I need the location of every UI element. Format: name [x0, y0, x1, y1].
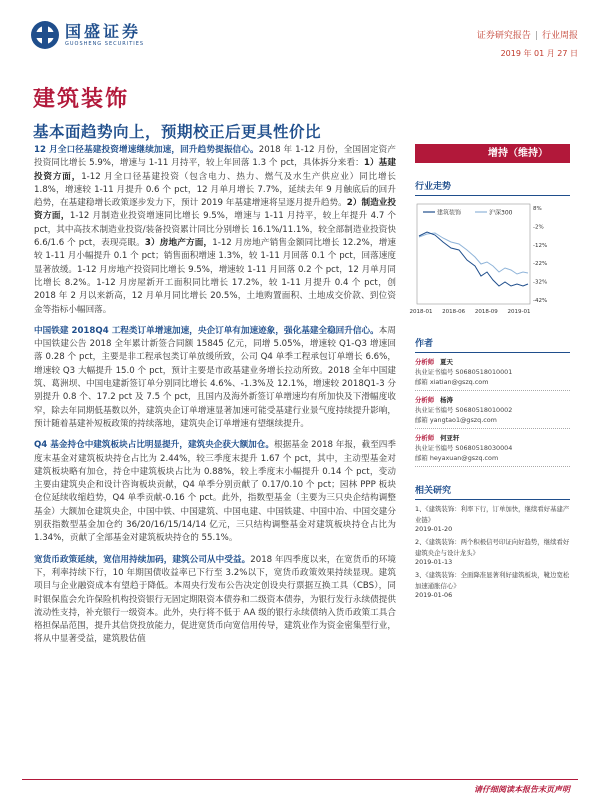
- paragraph-fund: [34, 439, 396, 545]
- x-tick-label: 2018-09: [474, 309, 498, 315]
- y-tick-label: -12%: [533, 242, 548, 249]
- email-label: 邮箱: [415, 378, 428, 386]
- paragraph-text: 1-12 月房地产销售金额同比增长 12.2%，增速较 1-11 月小幅提升 0.1 个 pct；销售面积增速 1.3%，较 1-11 月回落 0.1 个 pct，回落速度显著放缓。1-12 月房地产投资同比增长 9.5%，增速较 1-11 月回落 0.2 个 pct，12 月单月同比增长 8.2%。1-12 月房屋新开工面积同比增长 17.2%，较 1-11 月提升 0.4 个 pct，创 2018 年 2 月以来新高，12 月单月同比增长 20.5%，土地购置面积、土地成交价款、到位资金等指标小幅回落。: [34, 238, 396, 315]
- analyst-name: 夏天: [440, 358, 453, 366]
- sidebar: [409, 144, 570, 603]
- chart-legend: [423, 209, 513, 217]
- analyst-name: 何亚轩: [440, 434, 460, 442]
- analyst-role: 分析师: [415, 358, 435, 366]
- authors-section-title: 作者: [415, 336, 570, 353]
- analyst-card: [415, 391, 570, 429]
- paragraph-bold: 2）制造业投资方面，: [34, 198, 396, 222]
- y-tick-label: -32%: [533, 279, 548, 286]
- trend-chart-svg: [409, 202, 570, 320]
- paragraph-monetary: [34, 554, 396, 647]
- analyst-role: 分析师: [415, 434, 435, 442]
- paragraph-text: 1-12 月制造业投资增速同比增长 9.5%，增速与 1-11 月持平，较上年提升 4.7 个 pct，其中高技术制造业投资/装备投资累计同比分别增长 16.1%/11.1%，较全部制造业投资快 6.6/1.6 个 pct，表现亮眼。: [34, 211, 396, 249]
- related-report-link[interactable]: 2、《建筑装饰：两个积极信号印证向好趋势，继续看好建筑央企与设计龙头》: [415, 538, 570, 557]
- analyst-email-link[interactable]: xiatian@gszq.com: [429, 378, 489, 386]
- paragraph-bold: 1）基建投资方面，: [34, 158, 396, 182]
- series-line-construction: [419, 232, 528, 286]
- trend-section-title: 行业走势: [415, 179, 570, 196]
- company-logo: [30, 20, 144, 50]
- chart-frame: [417, 204, 530, 304]
- cert-label: 执业证书编号: [415, 406, 454, 414]
- footer-disclaimer: 请仔细阅读本报告末页声明: [474, 785, 570, 794]
- paragraph-text: 根据基金 2018 年报，截至四季度末基金对建筑板块持仓占比为 2.44%，较三季度末提升 1.67 个 pct，其中，主动型基金对建筑板块略有加仓，持仓中建筑板块占比为 0.88%，较上季度末小幅提升 0.14 个 pct，变动主要由建筑央企和设计咨询板块贡献，Q4 单季分别贡献了 0.17/0.10 个 pct；园林 PPP 板块仓位延续收缩趋势，Q4 单季贡献-0.16 个 pct。此外，指数型基金（主要为三只央企结构调整基金）大额加仓建筑央企，中国中铁、中国建筑、中国电建、中国铁建、中国中冶、中国交建分别获指数型基金加仓约 36/20/16/15/14/14 亿元，三只结构调整基金对建筑板块持仓占比为 1.34%，贡献了全部基金对建筑板块持仓的 55.1%。: [34, 440, 396, 544]
- related-report-link[interactable]: 3、《建筑装饰：全面降准显著利好建筑板块，靴边宽松加速通胀信心》: [415, 571, 570, 590]
- page-footer: [0, 776, 600, 800]
- related-report-link[interactable]: 1、《建筑装饰：利率下行，订单加快，继续看好基建产业链》: [415, 505, 570, 524]
- cert-label: 执业证书编号: [415, 444, 454, 452]
- cert-label: 执业证书编号: [415, 368, 454, 376]
- industry-title: 建筑装饰: [33, 86, 130, 112]
- related-report-date: 2019-01-13: [415, 558, 453, 566]
- related-report-date: 2019-01-20: [415, 525, 453, 533]
- related-section-title: 相关研究: [415, 483, 570, 500]
- y-tick-label: -42%: [533, 298, 548, 304]
- analyst-email-link[interactable]: heyaxuan@gszq.com: [429, 454, 499, 462]
- paragraph-lead: Q4 基金持仓中建筑板块占比明显提升，建筑央企获大额加仓。: [34, 440, 274, 451]
- analyst-role: 分析师: [415, 396, 435, 404]
- email-label: 邮箱: [415, 416, 428, 424]
- x-tick-label: 2019-01: [507, 309, 531, 315]
- trend-chart: [409, 202, 570, 320]
- cert-number: S0680518010002: [455, 406, 513, 414]
- x-tick-label: 2018-06: [442, 309, 466, 315]
- paragraph-text: 1-12 月全口径基建投资（包含电力、热力、燃气及水生产供应业）同比增长 1.8%，增速较 1-11 月提升 0.6 个 pct，12 月单月增长 7.7%，延续去年 9 月触底后的回升趋势，在基建稳增长政策逐步发力下，预计 2019 年基建增速将呈逐月提升趋势。: [34, 171, 396, 209]
- logo-cn-text: 国盛证券: [65, 22, 142, 41]
- report-date: 2019 年 01 月 27 日: [500, 49, 578, 58]
- paragraph-lead: 12 月全口径基建投资增速继续加速，回升趋势提振信心。: [34, 145, 259, 155]
- footer-divider: [22, 779, 578, 780]
- paragraph-orders: [34, 325, 396, 431]
- report-type-label: 证券研究报告: [476, 31, 531, 41]
- y-tick-label: -22%: [533, 261, 548, 268]
- main-content: [34, 144, 396, 655]
- legend-series-2: 沪深300: [489, 209, 513, 217]
- related-report-date: 2019-01-06: [415, 591, 453, 599]
- paragraph-bold: 3）房地产方面，: [144, 238, 213, 249]
- guosheng-logo-icon: [30, 20, 60, 50]
- paragraph-text: 2018 年四季度以来，在宽货币的环境下，利率持续下行，10 年期国债收益率已下行至 3.2%以下，宽货币政策效果持续显现。建筑项目与企业融资成本有望趋于降低。本周央行发布公告决定创设央行票据互换工具（CBS），同时银保监会允许保险机构投资银行无固定期限资本债券和二级资本债券，为银行发行永续债提供流动性支持，补充银行一级资本。此外，央行将不低于 AA 级的银行永续债纳入货币政策工具合格担保品范围，提升其信贷投放能力，促进宽货币向宽信用传导，建筑业作为资金密集型行业，将从中显著受益，建筑股估值: [34, 554, 396, 645]
- logo-en-text: GUOSHENG SECURITIES: [65, 41, 145, 47]
- series-line-hs300: [419, 233, 528, 274]
- analyst-card: [415, 353, 570, 391]
- paragraph-text: 2018 年 1-12 月份，全国固定资产投资同比增长 5.9%，增速与 1-11 月持平，较上年回落 1.3 个 pct，具体拆分来看：: [34, 145, 397, 169]
- analyst-email-link[interactable]: yangtao1@gszq.com: [429, 416, 497, 424]
- paragraph-macro: [34, 144, 396, 317]
- analyst-card: [415, 429, 570, 467]
- paragraph-lead: 中国铁建 2018Q4 工程类订单增速加速，央企订单有加速迹象，强化基建全稳回升信心。: [34, 325, 379, 336]
- cert-number: S0680518030004: [455, 444, 513, 452]
- paragraph-text: 本周中国铁建公告 2018 全年累计新签合同额 15845 亿元，同增 5.05%，增速较 Q1-Q3 增速回落 0.28 个 pct，主要是非工程承包类订单放缓所致，公司 Q4 单季工程承包订单增长 6.6%，增速较 Q3 大幅提升 15.0 个 pct，预计主要是市政基建业务增长拉动所致。2018 全年中国建筑、葛洲坝、中国电建新签订单分别同比增长 4.6%、-1.3%及 12.1%，增速较 2018Q1-3 分别提升 0.8 个、17.2 pct 及 7.5 个 pct，且国内及海外新签订单增速均有所加快及下滑幅度收窄，除去年同期低基数以外，建筑央企订单增速显著加速可能受基建行业景气度持续提升影响，预计随着基建补短板政策的持续落地，建筑央企订单增速有望继续提升。: [34, 325, 396, 429]
- report-type: 证券研究报告 | 行业周报: [476, 31, 578, 41]
- report-category-label: 行业周报: [541, 31, 578, 41]
- analyst-name: 杨涛: [440, 396, 453, 404]
- report-headline: 基本面趋势向上，预期校正后更具性价比: [33, 122, 322, 141]
- x-tick-label: 2018-01: [409, 309, 433, 315]
- legend-series-1: 建筑装饰: [437, 209, 462, 217]
- cert-number: S0680518010001: [455, 368, 513, 376]
- email-label: 邮箱: [415, 454, 428, 462]
- rating-badge: 增持（维持）: [415, 144, 570, 163]
- paragraph-lead: 宽货币政策延续，宽信用持续加码，建筑公司从中受益。: [34, 554, 251, 565]
- y-tick-label: -2%: [533, 224, 544, 231]
- y-tick-label: 8%: [533, 206, 542, 212]
